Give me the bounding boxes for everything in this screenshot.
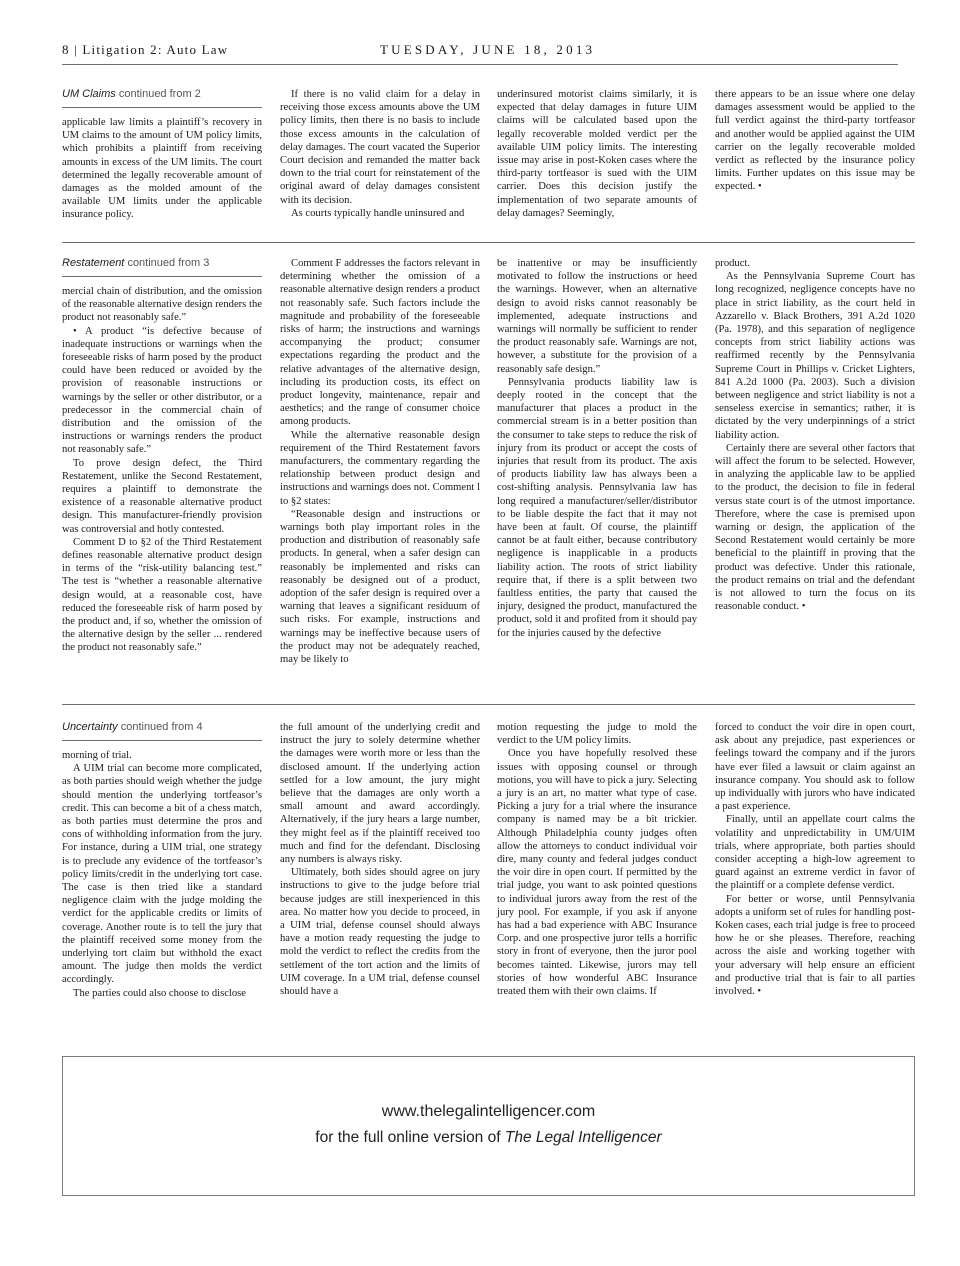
paragraph: • A product “is defective because of inadequate instructions or warnings when the foreseeable risks of harm posed by the product could have been reduced or avoided by the provision of reasonable instructions or warnings by the seller or other distributor, or a predecessor in the commercial chain of distribution and the omission of the instructions or warnings renders the product not reasonably safe.” xyxy=(62,325,262,456)
paragraph: morning of trial. xyxy=(62,750,132,761)
page-info: 8 | Litigation 2: Auto Law xyxy=(62,42,229,57)
paragraph: Comment F addresses the factors relevant in determining whether the omission of a reasonable alternative design renders a product not reasonably safe. Such factors include the magnitude and probability of the foreseeable risks of harm; the instructions and warnings accompanying the product; consumer expectations regarding the product and the relative advantages of the alternative design, including its production costs, its effect on product longevity, maintenance, repair and aesthetics; and the range of consumer choice among products. xyxy=(280,258,480,428)
promo-text xyxy=(63,1129,914,1147)
online-version-promo xyxy=(62,1056,915,1196)
publication-name: The Legal Intelligencer xyxy=(504,1129,662,1146)
paragraph: Once you have hopefully resolved these issues with opposing counsel or through motions, you will have to pick a jury. Selecting a jury is an art, no matter what type of case. Picking a jury for a trial where the insurance company is named may be a bit trickier. Although Philadelphia county judges often allow the attorneys to conduct individual voir dire, many county and federal judges conduct the voir dire in open court. If permitted by the trial judge, you want to ask pointed questions to individual jurors away from the rest of the jury pool. For example, if you ask if anyone has had a bad experience with ABC Insurance Corp. and one prospective juror tells a horrific story in front of everyone, then the juror pool becomes tainted. Likewise, jurors may tell stories of how wonderful ABC Insurance treated them with their own claims. If xyxy=(497,748,697,998)
article-column xyxy=(497,721,697,998)
paragraph: “Reasonable design and instructions or warnings both play important roles in the production and distribution of reasonably safe products. In general, when a safer design can reasonably be implemented and risks can reasonably be designed out of a product, adoption of the safer design is required over a warning that leaves a significant residuum of such risks. For example, instructions and warnings may be ineffective because users of the product may not be adequately reached, may be likely to xyxy=(280,508,480,666)
continued-label-keyword: Uncertainty xyxy=(62,721,118,733)
paragraph: there appears to be an issue where one delay damages assessment would be applied to the full verdict against the third-party tortfeasor and another would be applied against the UIM carrier on the legally recoverable molded verdict as reflected by the insurance policy limits. Further updates on this issue may be expected. • xyxy=(715,89,915,193)
article-column xyxy=(280,721,480,998)
paragraph: Ultimately, both sides should agree on jury instructions to give to the judge before trial because judges are still inexperienced in this area. No matter how you decide to proceed, in a UIM trial, defense counsel should always have a motion ready requesting the judge to mold the verdict to reflect the credits from the settlement of the tort action and the limits of UIM coverage. In a UM trial, defense counsel should have a xyxy=(280,867,480,998)
paragraph: applicable law limits a plaintiff’s recovery in UM claims to the amount of UM policy limits, which prohibits a plaintiff from receiving amounts in excess of the UM limits. The court determined the legally recoverable amount of damages as the molded amount of the available UM limits under the applicable insurance policy. xyxy=(62,117,262,221)
article-column xyxy=(715,257,915,613)
article-column xyxy=(280,257,480,666)
section-uncertainty xyxy=(62,721,915,1039)
continued-label-keyword: UM Claims xyxy=(62,88,116,100)
paragraph: If there is no valid claim for a delay in receiving those excess amounts above the UM policy limits, then there is no basis to include those excess amounts in the calculation of delay damages. The court vacated the Superior Court decision and remanded the matter back down to the trial court for reinstatement of the original award of delay damages consistent with its decision. xyxy=(280,89,480,206)
promo-prefix: for the full online version of xyxy=(315,1129,505,1146)
article-column xyxy=(62,88,262,222)
continued-label-source: continued from 4 xyxy=(120,721,203,733)
paragraph: For better or worse, until Pennsylvania adopts a uniform set of rules for handling post-Koken cases, each trial judge is free to proceed how he or she pleases. Therefore, reaching across the aisle and working together with your adversary will help ensure an efficient and productive trial that is fair to all parties involved. • xyxy=(715,893,915,998)
article-column xyxy=(497,88,697,220)
continued-label xyxy=(62,721,262,741)
paragraph: underinsured motorist claims similarly, it is expected that delay damages in future UIM claims will be calculated based upon the legally recoverable molded verdict per the available UIM policy limits. The interesting issue may arise in post-Koken cases where the third-party tortfeasor is sued with the UIM carrier. Does this decision justify the implementation of two separate amounts of delay damages? Seemingly, xyxy=(497,89,697,219)
article-column xyxy=(715,88,915,194)
paragraph: A UIM trial can become more complicated, as both parties should weigh whether the judge should mention the underlying tortfeasor’s credit. This can become a bit of a chess match, as both parties must determine the pros and cons of withholding information from the jury. For instance, during a UIM trial, one strategy is to preclude any evidence of the tortfeasor’s policy limits/credit in the underlying tort case. The case is then tried like a standard negligence claim with the judge molding the verdict for the applicable credits or limits of coverage. Another route is to tell the jury that the plaintiff received some money from the underlying tort claim but withhold the exact amount. The judge then molds the verdict accordingly. xyxy=(62,763,262,986)
website-link[interactable]: www.thelegalintelligencer.com xyxy=(381,1103,596,1120)
paragraph: motion requesting the judge to mold the verdict to the UM policy limits. xyxy=(497,722,697,747)
section-divider xyxy=(62,242,915,243)
paragraph: Finally, until an appellate court calms the volatility and unpredictability in UM/UIM trials, where appropriate, both parties should consider accepting a high-low agreement to guard against an extreme verdict in favor of the plaintiff or a complete defense verdict. xyxy=(715,814,915,892)
paragraph: The parties could also choose to disclose xyxy=(73,987,246,999)
continued-label xyxy=(62,257,262,277)
continued-label-source: continued from 3 xyxy=(127,257,210,269)
issue-date: TUESDAY, JUNE 18, 2013 xyxy=(380,42,596,57)
section-divider xyxy=(62,704,915,705)
article-column xyxy=(62,721,262,1000)
page-header xyxy=(62,38,898,65)
continued-label-source: continued from 2 xyxy=(118,88,201,100)
paragraph: As the Pennsylvania Supreme Court has long recognized, negligence concepts have no place in strict liability, as the court held in Azzarello v. Black Brothers, 391 A.2d 1020 (Pa. 1978), and this separation of negligence concepts from strict liability actions was reaffirmed recently by the Pennsylvania Supreme Court in Phillips v. Cricket Lighters, 841 A.2d 1000 (Pa. 2003). Such a division between negligence and strict liability is not a senseless exercise in semantics; rather, it is dictated by the very underpinnings of a strict liability action. xyxy=(715,271,915,441)
paragraph: be inattentive or may be insufficiently motivated to follow the instructions or heed the warnings. However, when an alternative design to avoid risks cannot reasonably be implemented, adequate instructions and warnings will normally be sufficient to render the product reasonably safe. Warnings are not, however, a substitute for the provision of a reasonably safe design.” xyxy=(497,258,697,375)
article-column xyxy=(62,257,262,655)
paragraph: the full amount of the underlying credit and instruct the jury to solely determine whether the damages were worth more or less than the disclosed amount. If the underlying action settled for a low amount, the jury might believe that the damages are only worth a small amount and award accordingly. Alternatively, if the jury hears a large number, they might feel as if the plaintiff received too much and find for the defendant. Disclosing any numbers is always risky. xyxy=(280,722,480,866)
paragraph: Pennsylvania products liability law is deeply rooted in the concept that the manufacturer that places a product in the commercial stream is in a better position than the consumer to take steps to reduce the risk of injury from its product or accept the costs of injuries that result from its product. The axis of products liability law has always been a cost-shifting analysis. Pennsylvania law has long required a manufacturer/seller/distributor to be liable despite the fact that it may not have been at fault. Of course, the plaintiff cannot be at fault either, because contributory negligence is inapplicable in a products liability action. The roots of strict liability require that, if there is a split between two faultless entities, the party that caused the injury, designed the product, manufactured the product, sold it and profited from it should pay for the injuries caused by the defective xyxy=(497,376,697,639)
paragraph: Comment D to §2 of the Third Restatement defines reasonable alternative product design in terms of the “risk-utility balancing test.” The test is “whether a reasonable alternative design would, at a reasonable cost, have reduced the foreseeable risk of harm posed by the product and, if so, whether the omission of the alternative design by the seller ... rendered the product not reasonably safe.” xyxy=(62,536,262,654)
paragraph: forced to conduct the voir dire in open court, ask about any prejudice, past experiences or feelings toward the company and if the jurors have ever filed a lawsuit or claim against an insurance company. You should ask to follow up individually with jurors who have indicated a past experience. xyxy=(715,722,915,813)
article-column xyxy=(280,88,480,220)
article-column xyxy=(715,721,915,998)
paragraph: As courts typically handle uninsured and xyxy=(291,207,465,219)
paragraph: Certainly there are several other factors that will affect the forum to be selected. However, in analyzing the applicable law to be applied to the product, the decision to file in federal versus state court is of the utmost importance. Therefore, where the case is premised upon warning or design, the application of the Second Restatement would certainly be more beneficial to the plaintiff in proving that the product was defective. Under this rationale, the product remains on trial and the defendant is not allowed to turn the focus on its reasonable conduct. • xyxy=(715,442,915,613)
section-um-claims xyxy=(62,88,915,240)
paragraph: product. xyxy=(715,258,751,269)
paragraph: To prove design defect, the Third Restatement, unlike the Second Restatement, requires a plaintiff to demonstrate the existence of a reasonable alternative product design. This manufacturer-friendly provision was controversial and hotly contested. xyxy=(62,457,262,535)
article-column xyxy=(497,257,697,640)
paragraph: mercial chain of distribution, and the omission of the reasonable alternative design renders the product not reasonably safe.” xyxy=(62,286,262,324)
paragraph: While the alternative reasonable design requirement of the Third Restatement favors manufacturers, the commentary regarding the relationship between product design and instructions and warnings does not. Comment l to §2 states: xyxy=(280,429,480,507)
continued-label xyxy=(62,88,262,108)
continued-label-keyword: Restatement xyxy=(62,257,125,269)
section-restatement xyxy=(62,257,915,697)
